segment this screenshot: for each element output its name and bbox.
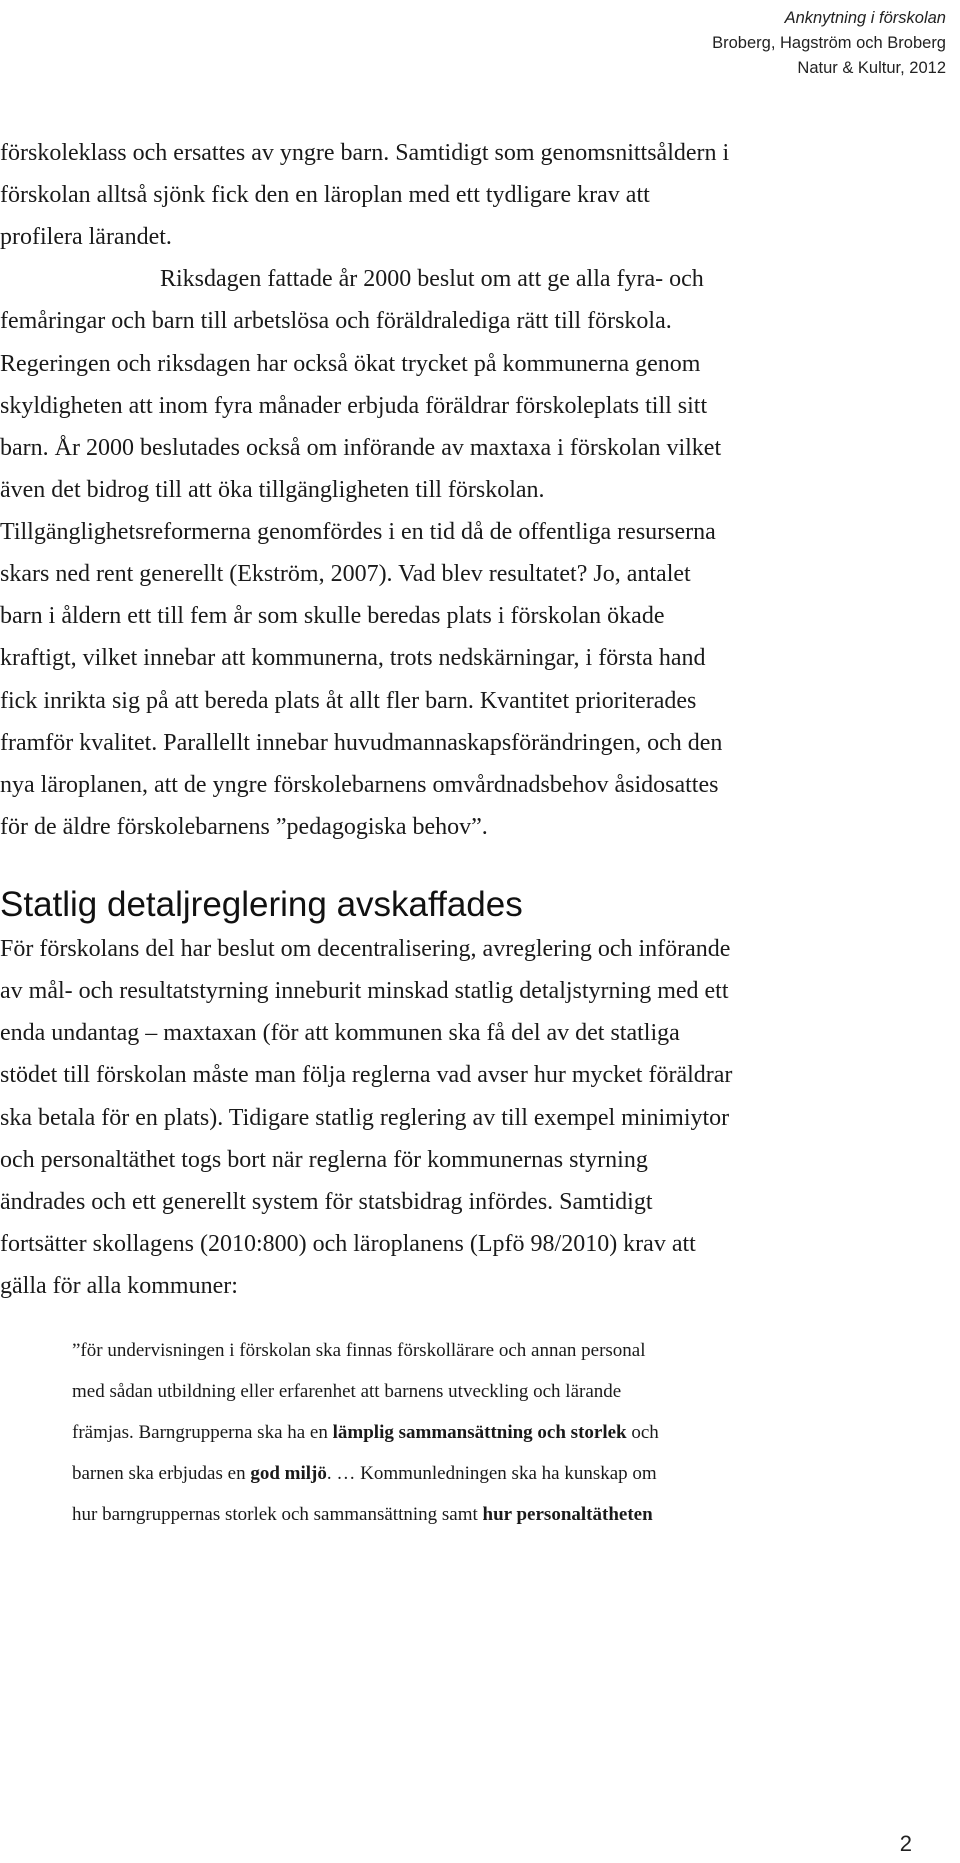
page-header bbox=[712, 6, 946, 81]
header-publisher: Natur & Kultur, 2012 bbox=[797, 59, 946, 77]
quote-text: främjas. Barngrupperna ska ha en bbox=[72, 1422, 333, 1443]
body-line: förskolan alltså sjönk fick den en läroplan med ett tydligare krav att bbox=[0, 182, 650, 208]
section-line: och personaltäthet togs bort när reglerna för kommunernas styrning bbox=[0, 1147, 648, 1173]
body-line: skyldigheten att inom fyra månader erbjuda föräldrar förskoleplats till sitt bbox=[0, 393, 708, 419]
body-line: fick inrikta sig på att bereda plats åt allt fler barn. Kvantitet prioriterades bbox=[0, 688, 697, 714]
section-line: ändrades och ett generellt system för statsbidrag infördes. Samtidigt bbox=[0, 1189, 653, 1215]
quote-emphasis: god miljö bbox=[250, 1463, 327, 1484]
body-line: skars ned rent generellt (Ekström, 2007). Vad blev resultatet? Jo, antalet bbox=[0, 561, 691, 587]
section-heading: Statlig detaljreglering avskaffades bbox=[0, 885, 523, 924]
quote-line: ”för undervisningen i förskolan ska finnas förskollärare och annan personal bbox=[72, 1340, 646, 1361]
body-line: profilera lärandet. bbox=[0, 224, 172, 250]
body-line: för de äldre förskolebarnens ”pedagogiska behov”. bbox=[0, 814, 488, 840]
quote-text: och bbox=[626, 1422, 659, 1443]
body-line: Tillgänglighetsreformerna genomfördes i en tid då de offentliga resurserna bbox=[0, 519, 716, 545]
section-line: gälla för alla kommuner: bbox=[0, 1273, 238, 1299]
body-line: även det bidrog till att öka tillgängligheten till förskolan. bbox=[0, 477, 545, 503]
body-line: Regeringen och riksdagen har också ökat trycket på kommunerna genom bbox=[0, 351, 701, 377]
body-line: barn. År 2000 beslutades också om införande av maxtaxa i förskolan vilket bbox=[0, 435, 722, 461]
page-number: 2 bbox=[899, 1831, 912, 1856]
quote-text: barnen ska erbjudas en bbox=[72, 1463, 251, 1484]
section-line: För förskolans del har beslut om decentralisering, avreglering och införande bbox=[0, 936, 731, 962]
body-line: nya läroplanen, att de yngre förskolebarnens omvårdnadsbehov åsidosattes bbox=[0, 772, 719, 798]
body-line: femåringar och barn till arbetslösa och föräldralediga rätt till förskola. bbox=[0, 308, 672, 334]
body-line: framför kvalitet. Parallellt innebar huvudmannaskapsförändringen, och den bbox=[0, 730, 723, 756]
body-line: barn i åldern ett till fem år som skulle beredas plats i förskolan ökade bbox=[0, 603, 665, 629]
header-authors: Broberg, Hagström och Broberg bbox=[712, 34, 946, 52]
section-line: enda undantag – maxtaxan (för att kommunen ska få del av det statliga bbox=[0, 1020, 680, 1046]
quote-line bbox=[72, 1461, 657, 1487]
section-line: stödet till förskolan måste man följa reglerna vad avser hur mycket föräldrar bbox=[0, 1062, 733, 1088]
body-line: förskoleklass och ersattes av yngre barn. Samtidigt som genomsnittsåldern i bbox=[0, 140, 730, 166]
quote-text: hur barngruppernas storlek och sammansättning samt bbox=[72, 1504, 483, 1525]
quote-text: . … Kommunledningen ska ha kunskap om bbox=[326, 1463, 657, 1484]
quote-emphasis: lämplig sammansättning och storlek bbox=[332, 1422, 627, 1443]
quote-line bbox=[72, 1502, 653, 1528]
section-line: ska betala för en plats). Tidigare statlig reglering av till exempel minimiytor bbox=[0, 1105, 730, 1131]
body-line-indented: Riksdagen fattade år 2000 beslut om att ge alla fyra- och bbox=[160, 266, 704, 292]
section-line: av mål- och resultatstyrning inneburit minskad statlig detaljstyrning med ett bbox=[0, 978, 729, 1004]
quote-emphasis: hur personaltätheten bbox=[482, 1504, 653, 1525]
body-line: kraftigt, vilket innebar att kommunerna, trots nedskärningar, i första hand bbox=[0, 645, 706, 671]
quote-line bbox=[72, 1420, 659, 1446]
section-line: fortsätter skollagens (2010:800) och läroplanens (Lpfö 98/2010) krav att bbox=[0, 1231, 696, 1257]
quote-line: med sådan utbildning eller erfarenhet att barnens utveckling och lärande bbox=[72, 1381, 622, 1402]
header-book-title: Anknytning i förskolan bbox=[784, 9, 946, 27]
